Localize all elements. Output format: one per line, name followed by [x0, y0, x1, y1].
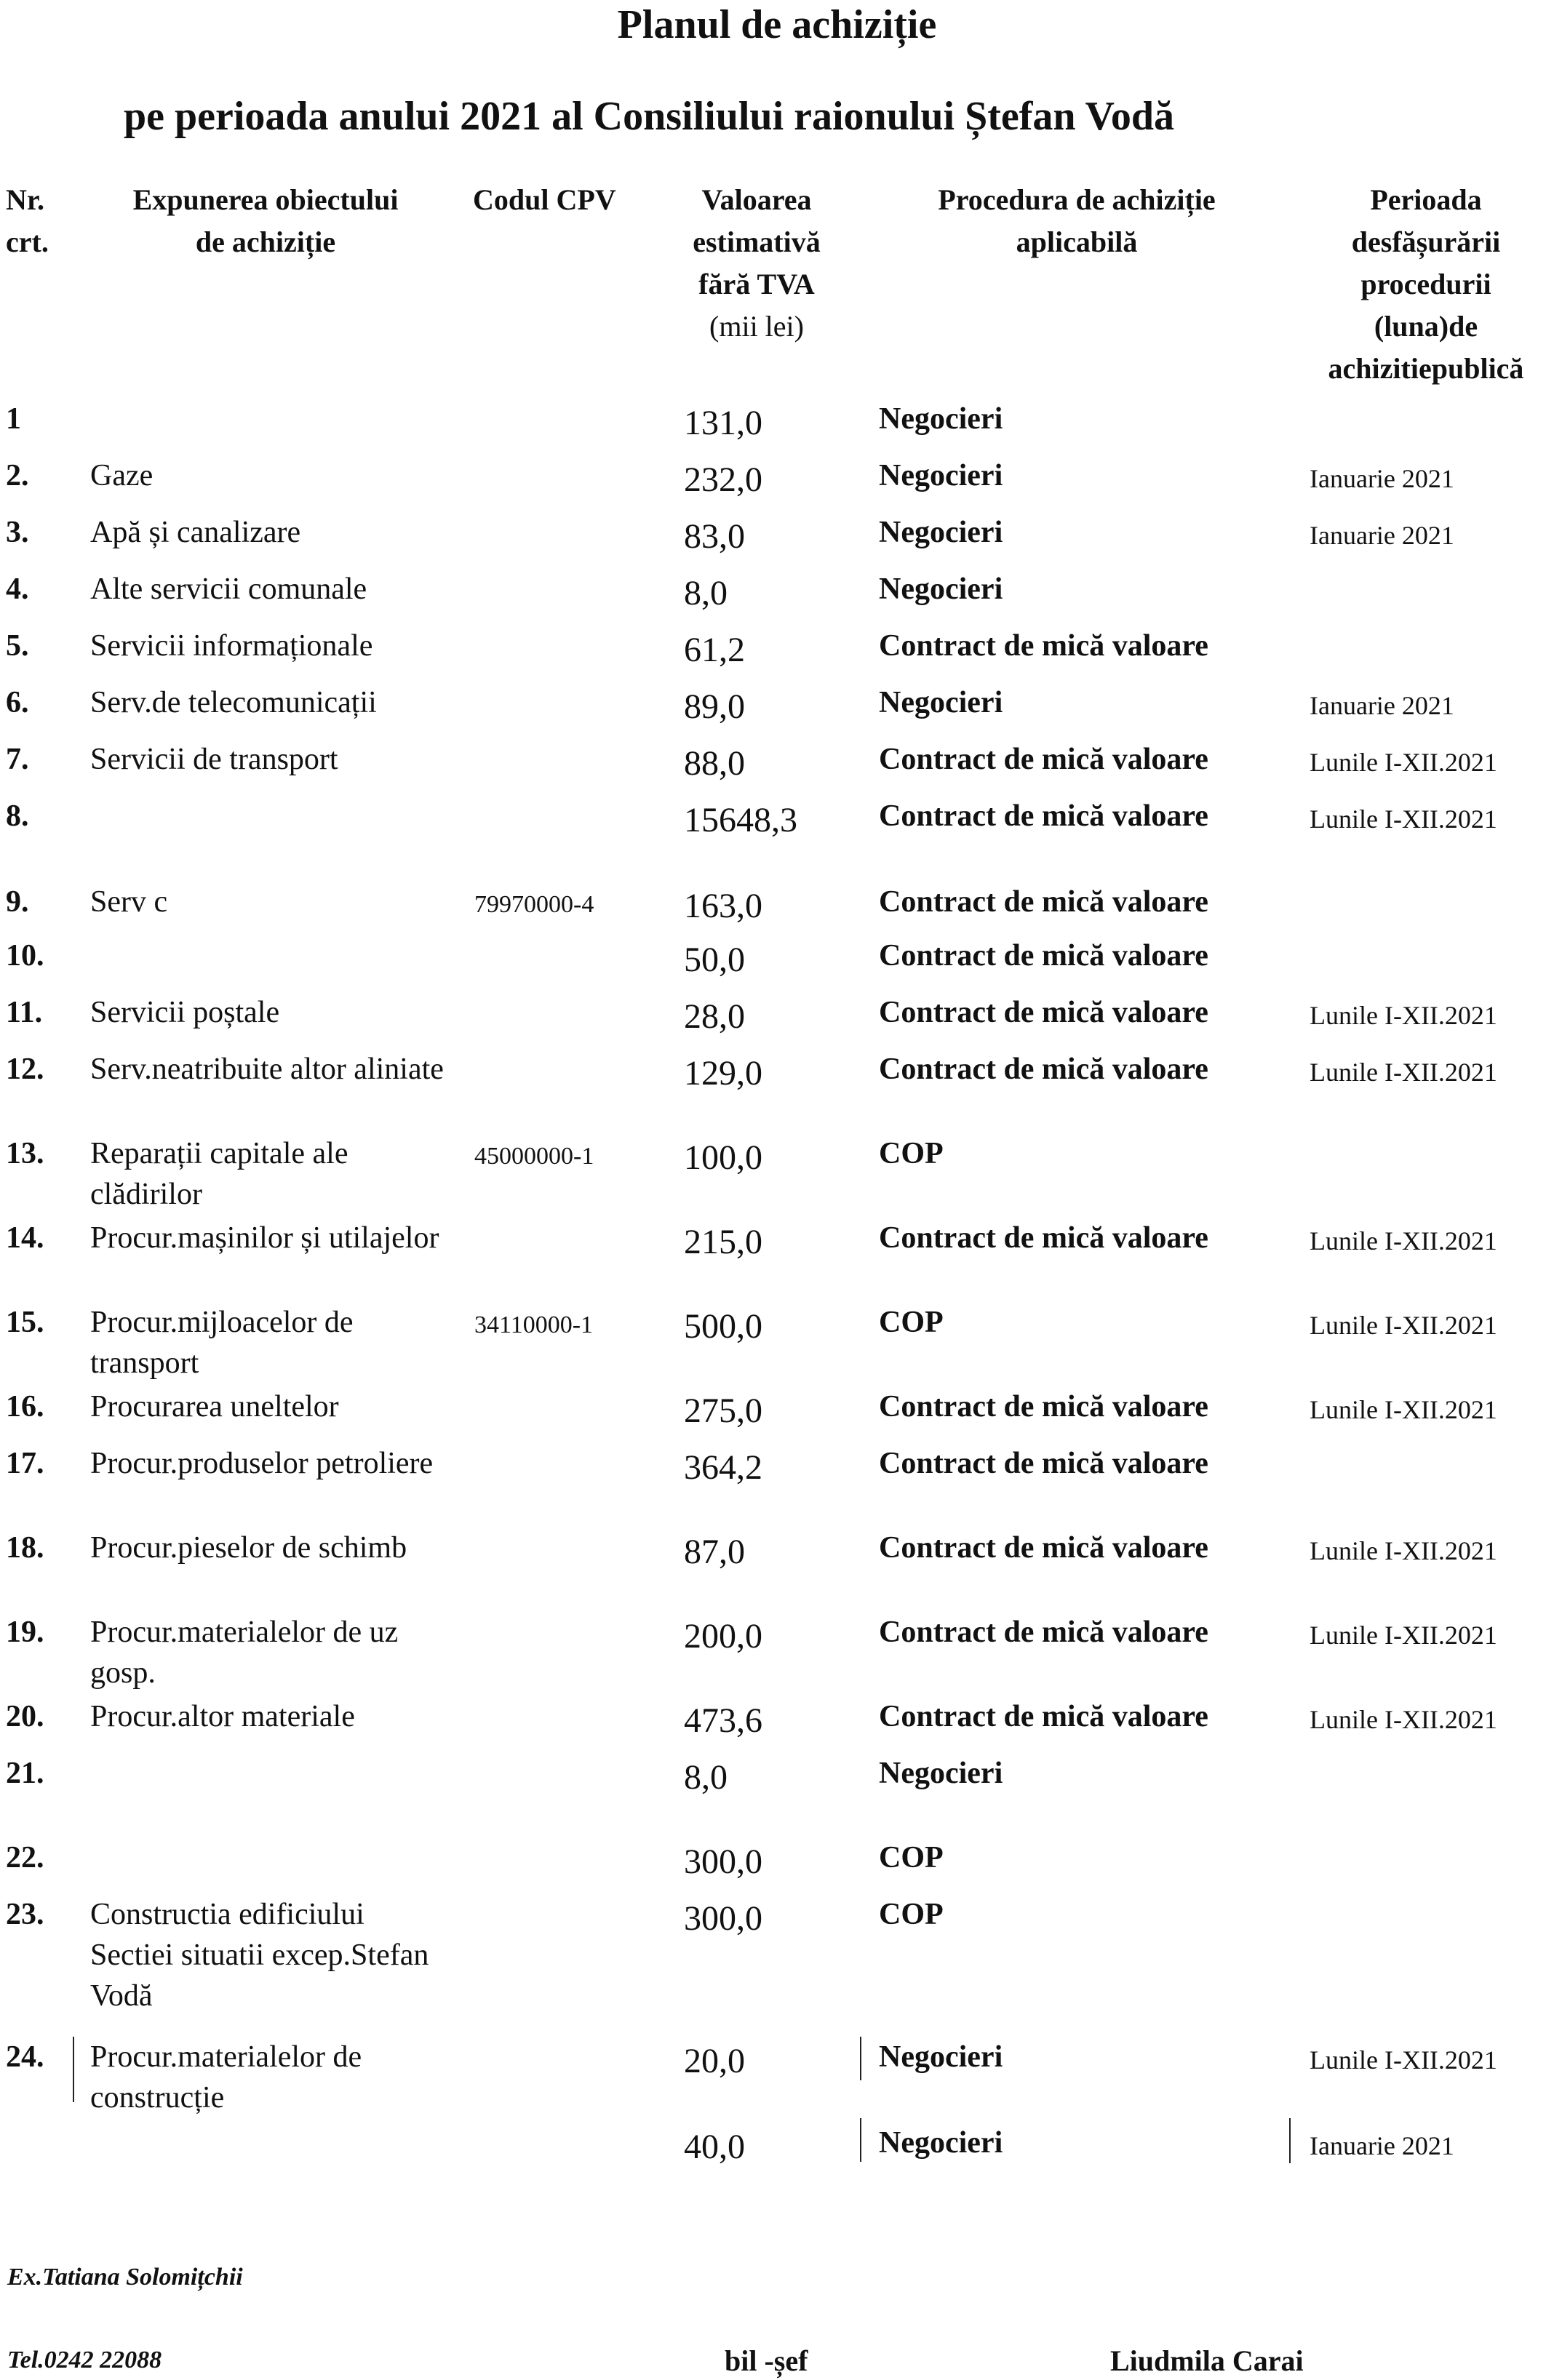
row-procedure: Contract de mică valoare [879, 996, 1208, 1029]
row-value: 8,0 [684, 574, 728, 612]
row-period: Ianuarie 2021 [1310, 464, 1454, 493]
row-value: 8,0 [684, 1758, 728, 1797]
row-description: Serv.de telecomunicații [90, 686, 377, 719]
row-period: Lunile I-XII.2021 [1310, 748, 1497, 777]
row-description: Servicii informaționale [90, 629, 373, 663]
row-procedure: COP [879, 1841, 944, 1874]
row-period: Lunile I-XII.2021 [1310, 1058, 1497, 1087]
row-number: 24. [6, 2040, 44, 2074]
row-value: 215,0 [684, 1223, 762, 1261]
row-number: 2. [6, 459, 29, 492]
row-number: 17. [6, 1447, 44, 1480]
row-number: 1 [6, 402, 21, 436]
row-procedure: Contract de mică valoare [879, 939, 1208, 973]
row-period: Lunile I-XII.2021 [1310, 804, 1497, 834]
executor: Ex.Tatiana Solomițchii [7, 2264, 243, 2291]
row-value: 15648,3 [684, 801, 797, 839]
row-value: 40,0 [684, 2128, 745, 2166]
scan-mark [1289, 2118, 1291, 2163]
row-description: Serv.neatribuite altor aliniate [90, 1053, 444, 1086]
header-nr: Nr. crt. [6, 183, 49, 258]
row-number: 16. [6, 1390, 44, 1423]
row-procedure: Contract de mică valoare [879, 1616, 1208, 1649]
row-number: 19. [6, 1616, 44, 1649]
row-value: 20,0 [684, 2042, 745, 2080]
scan-mark [860, 2118, 861, 2162]
row-number: 5. [6, 629, 29, 663]
row-number: 7. [6, 743, 29, 776]
header-obiect: Expunerea obiectului de achiziție [132, 183, 399, 258]
row-description: Apă și canalizare [90, 516, 301, 549]
row-description: Serv c [90, 885, 168, 919]
row-procedure: Contract de mică valoare [879, 1221, 1208, 1255]
row-value: 88,0 [684, 744, 745, 783]
signatory-role: bil -șef [725, 2344, 808, 2377]
row-period: Ianuarie 2021 [1310, 2131, 1454, 2160]
row-procedure: Contract de mică valoare [879, 885, 1208, 919]
row-cpv-code: 79970000-4 [474, 891, 594, 918]
row-number: 11. [6, 996, 43, 1029]
row-period: Lunile I-XII.2021 [1310, 1001, 1497, 1030]
row-description: Procur.pieselor de schimb [90, 1531, 407, 1565]
row-procedure: Contract de mică valoare [879, 1390, 1208, 1423]
header-valoare: Valoarea estimativă fără TVA (mii lei) [693, 183, 821, 343]
header-cpv: Codul CPV [473, 183, 616, 216]
row-procedure: Contract de mică valoare [879, 1053, 1208, 1086]
row-value: 61,2 [684, 631, 745, 669]
row-number: 10. [6, 939, 44, 973]
row-description: Constructia edificiului Sectiei situatii excep.Stefan Vodă [90, 1898, 429, 2013]
row-procedure: COP [879, 1898, 944, 1931]
row-period: Lunile I-XII.2021 [1310, 2045, 1497, 2074]
row-procedure: Negocieri [879, 2126, 1003, 2160]
row-procedure: Contract de mică valoare [879, 1700, 1208, 1733]
row-description: Gaze [90, 459, 154, 492]
row-value: 129,0 [684, 1054, 762, 1093]
row-value: 50,0 [684, 941, 745, 979]
row-procedure: Negocieri [879, 572, 1003, 606]
phone: Tel.0242 22088 [7, 2347, 162, 2373]
row-period: Lunile I-XII.2021 [1310, 1621, 1497, 1650]
row-description: Procur.produselor petroliere [90, 1447, 434, 1480]
scan-mark [73, 2037, 74, 2102]
row-procedure: Negocieri [879, 459, 1003, 492]
row-period: Lunile I-XII.2021 [1310, 1311, 1497, 1340]
row-procedure: Contract de mică valoare [879, 1531, 1208, 1565]
row-value: 200,0 [684, 1617, 762, 1656]
row-description: Procur.mașinilor și utilajelor [90, 1221, 439, 1255]
signatory-name: Liudmila Carai [1110, 2344, 1304, 2377]
row-number: 13. [6, 1137, 44, 1170]
row-procedure: Contract de mică valoare [879, 743, 1208, 776]
row-value: 87,0 [684, 1533, 745, 1571]
row-value: 89,0 [684, 687, 745, 726]
row-procedure: Contract de mică valoare [879, 629, 1208, 663]
row-procedure: Negocieri [879, 402, 1003, 436]
row-value: 232,0 [684, 460, 762, 499]
page-subtitle: pe perioada anului 2021 al Consiliului raionului Ștefan Vodă [124, 94, 1174, 139]
row-value: 473,6 [684, 1701, 762, 1740]
row-value: 300,0 [684, 1842, 762, 1881]
row-cpv-code: 45000000-1 [474, 1143, 594, 1170]
row-procedure: COP [879, 1306, 944, 1339]
row-period: Lunile I-XII.2021 [1310, 1705, 1497, 1734]
row-period: Lunile I-XII.2021 [1310, 1226, 1497, 1255]
header-procedura: Procedura de achiziție aplicabilă [938, 183, 1216, 258]
row-procedure: Contract de mică valoare [879, 1447, 1208, 1480]
row-number: 6. [6, 686, 29, 719]
row-value: 163,0 [684, 887, 762, 925]
row-value: 83,0 [684, 517, 745, 556]
row-description: Reparații capitale ale clădirilor [90, 1137, 348, 1211]
row-value: 500,0 [684, 1307, 762, 1346]
header-perioada: Perioada desfășurării procedurii (luna)de achizitiepublică [1328, 183, 1524, 385]
row-number: 18. [6, 1531, 44, 1565]
row-number: 3. [6, 516, 29, 549]
page-title: Planul de achiziție [617, 2, 937, 47]
row-number: 21. [6, 1757, 44, 1790]
row-procedure: Negocieri [879, 516, 1003, 549]
row-description: Servicii de transport [90, 743, 338, 776]
row-number: 15. [6, 1306, 44, 1339]
row-description: Procur.materialelor de uz gosp. [90, 1616, 399, 1690]
row-value: 275,0 [684, 1391, 762, 1430]
row-number: 12. [6, 1053, 44, 1086]
row-number: 4. [6, 572, 29, 606]
row-number: 23. [6, 1898, 44, 1931]
row-number: 9. [6, 885, 29, 919]
row-period: Ianuarie 2021 [1310, 521, 1454, 550]
scan-mark [860, 2037, 861, 2080]
row-period: Ianuarie 2021 [1310, 691, 1454, 720]
row-cpv-code: 34110000-1 [474, 1311, 594, 1338]
row-value: 100,0 [684, 1138, 762, 1177]
row-description: Procur.mijloacelor de transport [90, 1306, 354, 1380]
row-value: 364,2 [684, 1448, 762, 1487]
row-procedure: Negocieri [879, 2040, 1003, 2074]
row-procedure: Negocieri [879, 1757, 1003, 1790]
row-number: 20. [6, 1700, 44, 1733]
row-description: Procur.materialelor de construcție [90, 2040, 362, 2115]
row-value: 28,0 [684, 997, 745, 1036]
row-procedure: Negocieri [879, 686, 1003, 719]
row-value: 131,0 [684, 404, 762, 442]
row-period: Lunile I-XII.2021 [1310, 1395, 1497, 1424]
row-description: Procurarea uneltelor [90, 1390, 339, 1423]
row-number: 14. [6, 1221, 44, 1255]
row-description: Servicii poștale [90, 996, 280, 1029]
row-value: 300,0 [684, 1899, 762, 1938]
row-number: 8. [6, 799, 29, 833]
row-description: Procur.altor materiale [90, 1700, 355, 1733]
row-procedure: COP [879, 1137, 944, 1170]
row-description: Alte servicii comunale [90, 572, 367, 606]
row-period: Lunile I-XII.2021 [1310, 1536, 1497, 1565]
row-procedure: Contract de mică valoare [879, 799, 1208, 833]
row-number: 22. [6, 1841, 44, 1874]
